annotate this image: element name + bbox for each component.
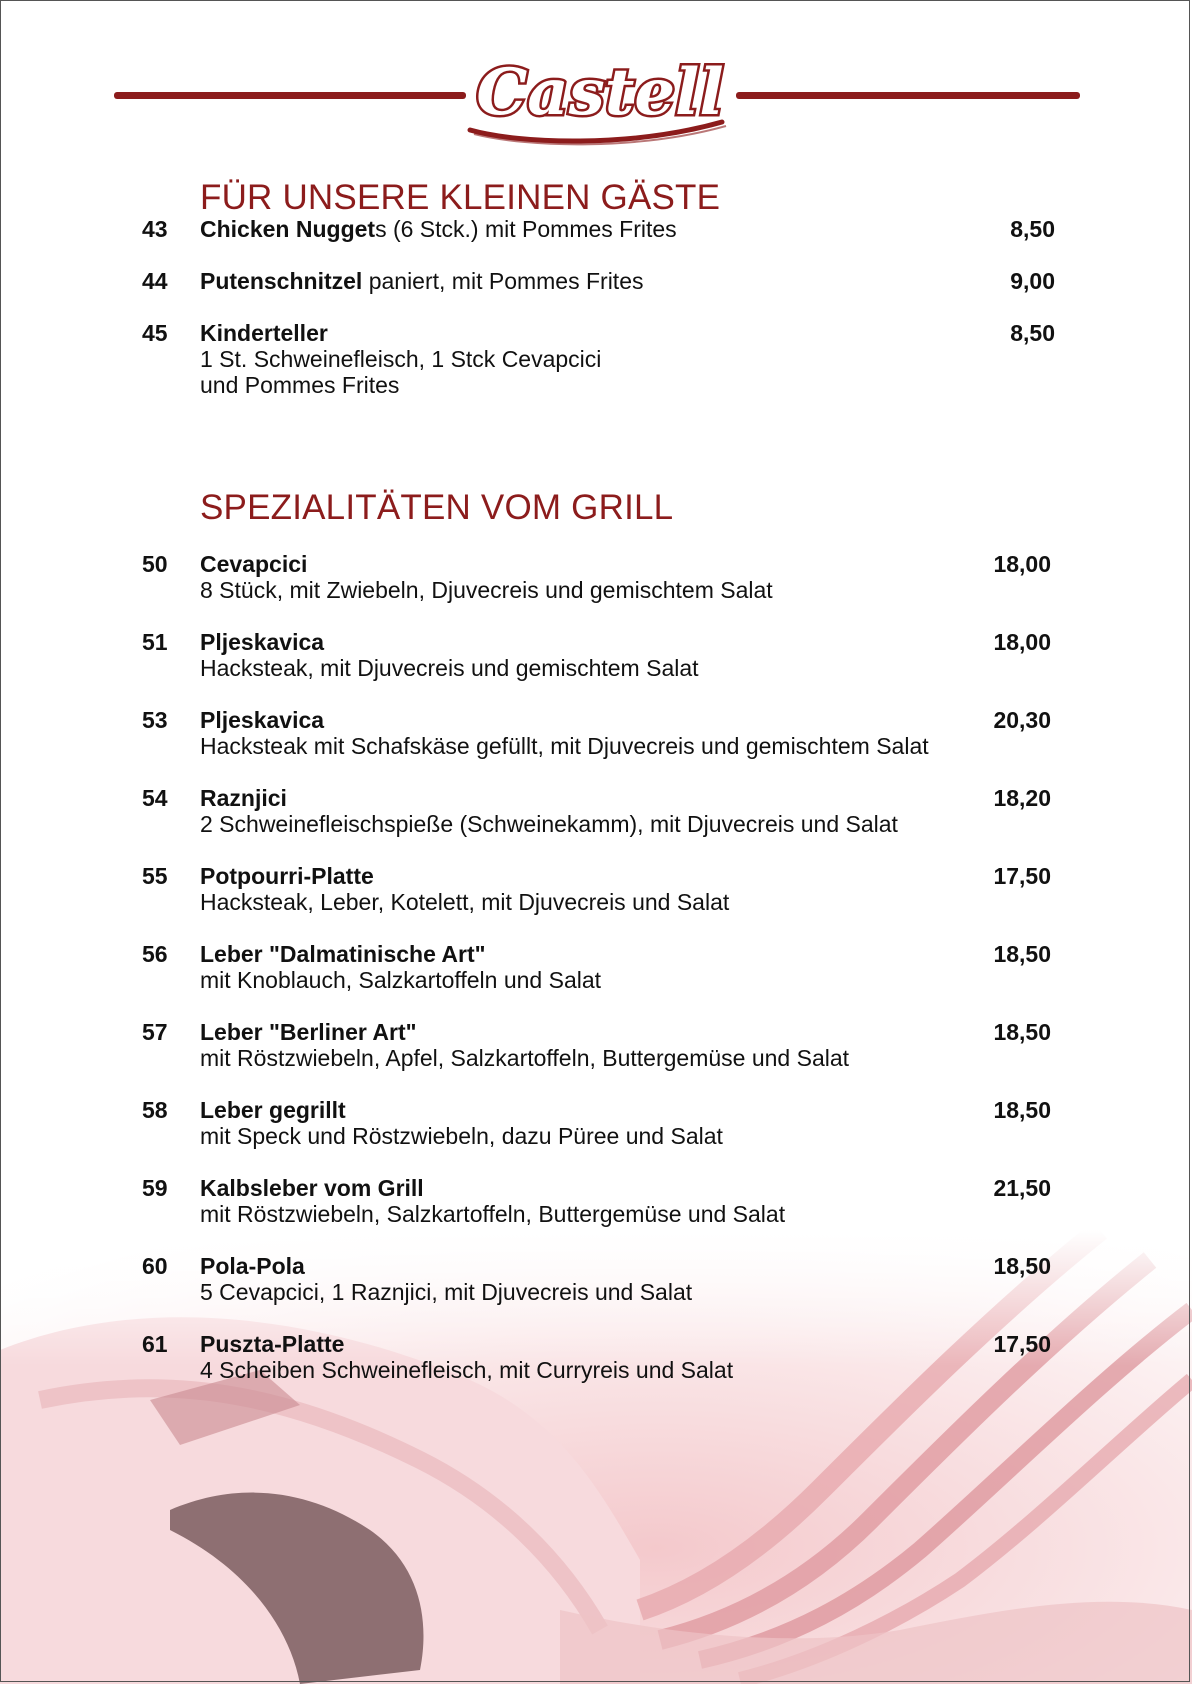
item-number: 53 [142,707,168,733]
item-name: Kinderteller [200,320,328,346]
item-price: 20,30 [993,707,1051,733]
item-description: mit Röstzwiebeln, Salzkartoffeln, Buttergemüse und Salat [200,1201,786,1227]
svg-text:Castell: Castell [476,55,724,130]
item-number: 50 [142,551,168,577]
item-number: 59 [142,1175,168,1201]
item-number: 57 [142,1019,168,1045]
item-description: Hacksteak, Leber, Kotelett, mit Djuvecreis und Salat [200,889,730,915]
item-price: 18,00 [993,551,1051,577]
item-number: 51 [142,629,168,655]
item-number: 54 [142,785,168,811]
item-price: 17,50 [993,863,1051,889]
header-rule-right [736,92,1080,99]
item-price: 18,50 [993,1019,1051,1045]
item-name: Kalbsleber vom Grill [200,1175,424,1201]
item-name: Cevapcici [200,551,308,577]
item-price: 8,50 [1010,320,1055,346]
item-name: Chicken Nugget [200,216,376,242]
item-description: 5 Cevapcici, 1 Raznjici, mit Djuvecreis und Salat [200,1279,693,1305]
item-number: 44 [142,268,168,294]
item-number: 43 [142,216,168,242]
section-title-kids: FÜR UNSERE KLEINEN GÄSTE [200,178,721,217]
item-name: Pljeskavica [200,707,325,733]
item-description: 1 St. Schweinefleisch, 1 Stck Cevapcici [200,346,602,372]
item-name-suffix: s (6 Stck.) mit Pommes Frites [375,216,677,242]
item-number: 61 [142,1331,168,1357]
section-title-grill: SPEZIALITÄTEN VOM GRILL [200,488,674,527]
item-description: 2 Schweinefleischspieße (Schweinekamm), mit Djuvecreis und Salat [200,811,898,837]
item-number: 58 [142,1097,168,1123]
item-price: 18,50 [993,941,1051,967]
item-price: 18,20 [993,785,1051,811]
item-name: Leber "Berliner Art" [200,1019,417,1045]
item-description: 4 Scheiben Schweinefleisch, mit Curryreis und Salat [200,1357,734,1383]
item-description: mit Knoblauch, Salzkartoffeln und Salat [200,967,602,993]
castell-logo [460,52,740,148]
item-name: Pljeskavica [200,629,325,655]
item-price: 18,50 [993,1097,1051,1123]
header-logo [114,52,1080,152]
item-description: 8 Stück, mit Zwiebeln, Djuvecreis und gemischtem Salat [200,577,773,603]
item-name: Leber gegrillt [200,1097,346,1123]
item-description: Hacksteak mit Schafskäse gefüllt, mit Djuvecreis und gemischtem Salat [200,733,929,759]
item-name: Raznjici [200,785,287,811]
item-description: und Pommes Frites [200,372,400,398]
item-price: 17,50 [993,1331,1051,1357]
item-description: mit Röstzwiebeln, Apfel, Salzkartoffeln, Buttergemüse und Salat [200,1045,850,1071]
header-rule-left [114,92,466,99]
item-price: 18,50 [993,1253,1051,1279]
item-name: Leber "Dalmatinische Art" [200,941,486,967]
item-number: 45 [142,320,168,346]
item-description: Hacksteak, mit Djuvecreis und gemischtem Salat [200,655,699,681]
item-number: 60 [142,1253,168,1279]
item-number: 56 [142,941,168,967]
item-name: Puszta-Platte [200,1331,345,1357]
item-price: 8,50 [1010,216,1055,242]
item-name: Putenschnitzel [200,268,363,294]
item-description: mit Speck und Röstzwiebeln, dazu Püree und Salat [200,1123,723,1149]
item-price: 9,00 [1010,268,1055,294]
item-price: 18,00 [993,629,1051,655]
item-name: Pola-Pola [200,1253,305,1279]
item-number: 55 [142,863,168,889]
item-price: 21,50 [993,1175,1051,1201]
item-name-suffix: paniert, mit Pommes Frites [362,268,644,294]
item-name: Potpourri-Platte [200,863,374,889]
